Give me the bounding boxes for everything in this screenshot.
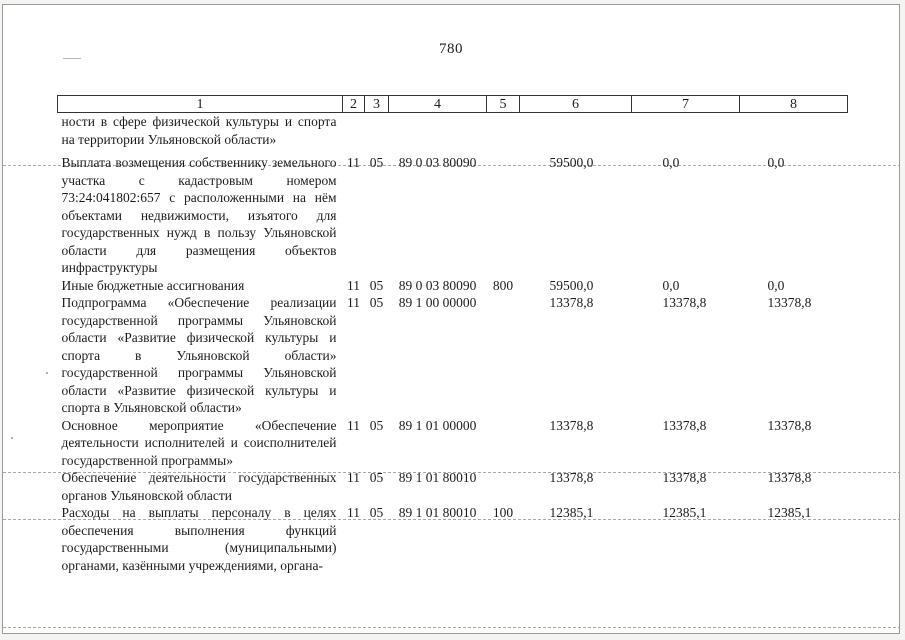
scan-artifact [63, 58, 81, 59]
column-header: 7 [632, 96, 740, 113]
table-row [58, 154, 848, 277]
amount-col6: 59500,0 [549, 155, 594, 170]
target-article-code: 89 1 01 80010 [398, 470, 477, 485]
section-code: 11 [347, 505, 360, 520]
subsection-code: 05 [369, 155, 384, 170]
amount-col7 [632, 113, 740, 149]
amount-col7: 13378,8 [662, 417, 707, 433]
table-header-row [58, 96, 848, 113]
row-description: ности в сфере физической культуры и спорта на территории Ульяновской области» [61, 114, 337, 147]
row-description: Обеспечение деятельности государственных органов Ульяновской области [61, 470, 337, 503]
column-header: 8 [740, 96, 848, 113]
amount-col8: 13378,8 [767, 295, 812, 310]
document-page [2, 4, 900, 634]
target-article-code: 89 0 03 80090 [398, 155, 477, 170]
amount-col8: 13378,8 [767, 470, 812, 485]
amount-col7: 12385,1 [662, 505, 707, 520]
section-code: 11 [347, 277, 360, 293]
subsection-code: 05 [369, 277, 384, 293]
table-row [58, 504, 848, 574]
amount-col8: 0,0 [767, 277, 785, 293]
scan-artifact [11, 437, 13, 439]
amount-col6: 12385,1 [549, 505, 594, 520]
subsection-code: 05 [369, 417, 384, 433]
amount-col7: 0,0 [662, 277, 680, 293]
amount-col6 [520, 113, 632, 149]
column-header: 6 [520, 96, 632, 113]
column-header: 1 [58, 96, 343, 113]
subsection-code [365, 113, 389, 149]
table-row [58, 113, 848, 149]
amount-col8: 13378,8 [767, 417, 812, 433]
section-code [343, 113, 365, 149]
column-header: 2 [343, 96, 365, 113]
target-article-code [389, 113, 487, 149]
target-article-code: 89 0 03 80090 [398, 277, 477, 293]
expense-type-code [487, 417, 520, 470]
amount-col7: 13378,8 [662, 470, 707, 485]
expense-type-code [487, 154, 520, 277]
column-header: 4 [389, 96, 487, 113]
subsection-code: 05 [369, 295, 384, 310]
target-article-code: 89 1 00 00000 [398, 295, 477, 310]
amount-col6: 13378,8 [549, 470, 594, 485]
amount-col8 [740, 113, 848, 149]
section-code: 11 [347, 417, 360, 433]
expense-type-code [487, 294, 520, 417]
column-header: 5 [487, 96, 520, 113]
amount-col8: 12385,1 [767, 505, 812, 520]
budget-table [57, 95, 848, 574]
target-article-code: 89 1 01 00000 [398, 417, 477, 433]
target-article-code: 89 1 01 80010 [398, 505, 477, 520]
amount-col6: 59500,0 [549, 277, 594, 293]
amount-col8: 0,0 [767, 155, 785, 170]
row-description: Иные бюджетные ассигнования [61, 277, 245, 293]
page-number: 780 [439, 41, 463, 57]
table-row [58, 469, 848, 504]
scan-artifact [46, 372, 48, 374]
row-description: Выплата возмещения собственнику земельного участка с кадастровым номером 73:24:041802:657 с расположенными на нём объектами недвижимости, изъятого для государственных нужд в пользу Ульяновской области для размещения объектов инфраструктуры [61, 155, 337, 275]
subsection-code: 05 [369, 505, 384, 520]
table-row [58, 294, 848, 417]
column-header: 3 [365, 96, 389, 113]
expense-type-code [487, 469, 520, 504]
row-description: Расходы на выплаты персоналу в целях обеспечения выполнения функций государственными (муниципальными) органами, казёнными учреждениями, органа- [61, 505, 337, 573]
amount-col6: 13378,8 [549, 417, 594, 433]
table-row [58, 417, 848, 470]
scan-artifact [3, 627, 900, 628]
section-code: 11 [347, 295, 360, 310]
expense-type-code: 100 [492, 505, 514, 520]
section-code: 11 [347, 155, 360, 170]
section-code: 11 [347, 470, 360, 485]
table-row [58, 277, 848, 295]
amount-col7: 13378,8 [662, 295, 707, 310]
expense-type-code [487, 113, 520, 149]
amount-col7: 0,0 [662, 155, 680, 170]
amount-col6: 13378,8 [549, 295, 594, 310]
row-description: Подпрограмма «Обеспечение реализации государственной программы Ульяновской области «Развитие физической культуры и спорта в Ульяновской области» государственной программы Ульяновской области «Развитие физической культуры и спорта в Ульяновской области» [61, 295, 337, 415]
row-description: Основное мероприятие «Обеспечение деятельности исполнителей и соисполнителей государственной программы» [61, 417, 337, 468]
subsection-code: 05 [369, 470, 384, 485]
expense-type-code: 800 [492, 277, 514, 293]
